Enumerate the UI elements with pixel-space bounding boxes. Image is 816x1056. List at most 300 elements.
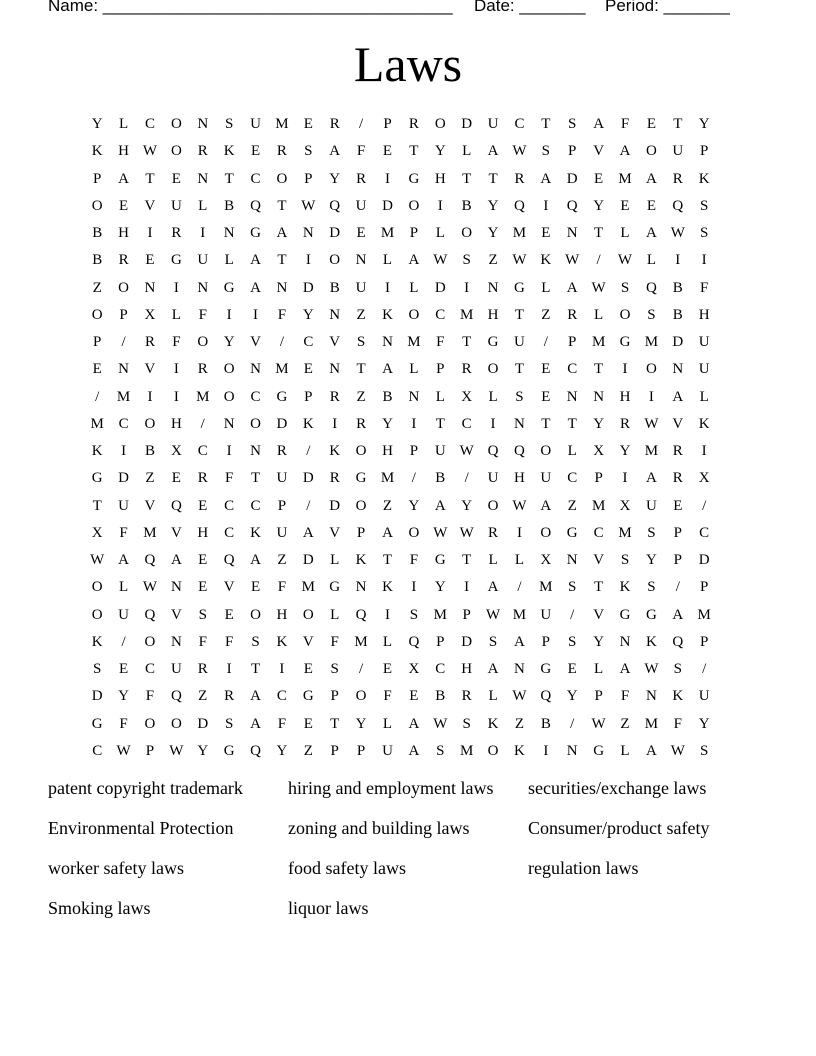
grid-letter[interactable]: T (277, 197, 287, 214)
grid-letter[interactable]: / (279, 334, 285, 351)
grid-letter[interactable]: I (701, 443, 707, 460)
grid-letter[interactable]: O (144, 415, 156, 432)
grid-letter[interactable]: K (382, 306, 393, 323)
grid-letter[interactable]: U (250, 116, 261, 133)
grid-letter[interactable]: Z (620, 715, 630, 732)
grid-letter[interactable]: Q (250, 742, 261, 759)
grid-letter[interactable]: R (620, 415, 631, 432)
grid-letter[interactable]: N (276, 279, 288, 296)
grid-letter[interactable]: T (409, 143, 419, 160)
grid-letter[interactable]: P (330, 688, 339, 705)
grid-letter[interactable]: L (119, 116, 129, 133)
grid-letter[interactable]: A (382, 361, 393, 378)
grid-letter[interactable]: E (198, 552, 208, 569)
grid-letter[interactable]: Y (408, 497, 420, 514)
grid-letter[interactable]: R (197, 661, 208, 678)
grid-letter[interactable]: K (645, 633, 657, 650)
grid-letter[interactable]: C (224, 524, 235, 541)
grid-letter[interactable]: A (408, 742, 420, 759)
grid-letter[interactable]: U (276, 470, 288, 487)
grid-letter[interactable]: F (277, 306, 287, 323)
grid-letter[interactable]: F (330, 633, 339, 650)
grid-letter[interactable]: I (490, 415, 496, 432)
grid-letter[interactable]: S (330, 661, 339, 678)
grid-letter[interactable]: Y (434, 579, 446, 596)
grid-letter[interactable]: Q (514, 443, 525, 460)
grid-letter[interactable]: C (593, 524, 604, 541)
grid-letter[interactable]: I (173, 361, 179, 378)
grid-letter[interactable]: R (171, 225, 182, 242)
grid-letter[interactable]: S (620, 552, 630, 569)
grid-letter[interactable]: F (277, 579, 287, 596)
grid-letter[interactable]: D (382, 197, 393, 214)
grid-letter[interactable]: I (622, 470, 628, 487)
grid-letter[interactable]: T (224, 170, 234, 187)
grid-letter[interactable]: E (541, 225, 551, 242)
grid-letter[interactable]: W (459, 524, 474, 541)
grid-letter[interactable]: O (170, 116, 182, 133)
grid-letter[interactable]: G (355, 470, 367, 487)
grid-letter[interactable]: M (275, 116, 289, 133)
grid-letter[interactable]: E (303, 361, 313, 378)
grid-letter[interactable]: U (276, 524, 288, 541)
grid-letter[interactable]: I (226, 306, 232, 323)
grid-letter[interactable]: F (224, 633, 234, 650)
grid-letter[interactable]: R (672, 170, 683, 187)
grid-letter[interactable]: G (566, 524, 578, 541)
grid-letter[interactable]: U (118, 497, 129, 514)
grid-letter[interactable]: C (435, 661, 446, 678)
grid-letter[interactable]: K (223, 143, 235, 160)
grid-letter[interactable]: N (223, 225, 235, 242)
grid-letter[interactable]: B (329, 279, 340, 296)
grid-letter[interactable]: I (305, 252, 311, 269)
grid-letter[interactable]: F (436, 334, 445, 351)
grid-letter[interactable]: R (567, 306, 578, 323)
grid-letter[interactable]: I (437, 197, 443, 214)
grid-letter[interactable]: F (700, 279, 709, 296)
grid-letter[interactable]: Y (118, 688, 129, 705)
grid-letter[interactable]: T (277, 252, 287, 269)
grid-letter[interactable]: O (487, 742, 499, 759)
grid-letter[interactable]: H (118, 143, 129, 160)
grid-letter[interactable]: M (644, 715, 659, 732)
grid-letter[interactable]: I (147, 225, 153, 242)
grid-letter[interactable]: S (436, 742, 445, 759)
grid-letter[interactable]: X (593, 443, 605, 460)
grid-letter[interactable]: V (593, 606, 605, 623)
grid-letter[interactable]: C (461, 415, 472, 432)
grid-letter[interactable]: A (302, 524, 314, 541)
grid-letter[interactable]: W (565, 252, 580, 269)
grid-letter[interactable]: U (170, 197, 182, 214)
grid-letter[interactable]: P (594, 688, 603, 705)
grid-letter[interactable]: I (464, 279, 470, 296)
grid-letter[interactable]: P (462, 606, 471, 623)
grid-letter[interactable]: / (702, 661, 707, 678)
grid-letter[interactable]: F (673, 715, 682, 732)
grid-letter[interactable]: F (277, 715, 287, 732)
grid-letter[interactable]: Q (487, 443, 499, 460)
grid-letter[interactable]: N (223, 415, 235, 432)
grid-letter[interactable]: O (91, 306, 103, 323)
grid-letter[interactable]: L (488, 688, 498, 705)
grid-letter[interactable]: P (119, 306, 128, 323)
grid-letter[interactable]: L (699, 388, 709, 405)
grid-letter[interactable]: Y (487, 225, 499, 242)
grid-letter[interactable]: L (330, 606, 340, 623)
grid-letter[interactable]: G (593, 742, 605, 759)
grid-letter[interactable]: E (171, 170, 181, 187)
grid-letter[interactable]: O (91, 579, 103, 596)
grid-letter[interactable]: A (514, 633, 525, 650)
grid-letter[interactable]: A (566, 279, 578, 296)
grid-letter[interactable]: P (700, 143, 709, 160)
grid-letter[interactable]: O (276, 170, 288, 187)
grid-letter[interactable]: E (646, 116, 656, 133)
grid-letter[interactable]: Q (144, 552, 156, 569)
grid-letter[interactable]: Y (593, 197, 605, 214)
grid-letter[interactable]: E (541, 388, 551, 405)
grid-letter[interactable]: I (648, 388, 654, 405)
grid-letter[interactable]: E (382, 143, 393, 160)
grid-letter[interactable]: A (408, 252, 420, 269)
grid-letter[interactable]: / (306, 497, 311, 514)
grid-letter[interactable]: I (226, 661, 232, 678)
grid-letter[interactable]: O (223, 361, 235, 378)
grid-letter[interactable]: D (461, 633, 473, 650)
grid-letter[interactable]: E (171, 470, 181, 487)
grid-letter[interactable]: X (461, 388, 473, 405)
grid-letter[interactable]: D (461, 116, 473, 133)
grid-letter[interactable]: O (355, 443, 367, 460)
grid-letter[interactable]: Y (91, 116, 103, 133)
grid-letter[interactable]: L (382, 252, 393, 269)
grid-letter[interactable]: T (488, 170, 498, 187)
grid-letter[interactable]: L (646, 252, 656, 269)
grid-letter[interactable]: V (672, 415, 684, 432)
grid-letter[interactable]: A (250, 552, 261, 569)
grid-letter[interactable]: P (409, 443, 419, 460)
grid-letter[interactable]: M (354, 633, 368, 650)
grid-letter[interactable]: U (434, 443, 446, 460)
grid-letter[interactable]: D (197, 715, 209, 732)
grid-letter[interactable]: G (645, 606, 657, 623)
grid-letter[interactable]: / (570, 606, 575, 623)
grid-letter[interactable]: V (593, 143, 605, 160)
grid-letter[interactable]: F (620, 116, 630, 133)
grid-letter[interactable]: O (91, 197, 103, 214)
grid-letter[interactable]: T (541, 116, 551, 133)
grid-letter[interactable]: C (435, 306, 446, 323)
grid-letter[interactable]: O (408, 524, 420, 541)
grid-letter[interactable]: Y (566, 688, 578, 705)
grid-letter[interactable]: H (434, 170, 446, 187)
grid-letter[interactable]: N (329, 306, 341, 323)
grid-letter[interactable]: O (250, 606, 261, 623)
grid-letter[interactable]: Q (514, 197, 525, 214)
grid-letter[interactable]: K (276, 633, 288, 650)
grid-letter[interactable]: M (512, 225, 527, 242)
grid-letter[interactable]: V (593, 552, 605, 569)
grid-letter[interactable]: P (541, 633, 550, 650)
grid-letter[interactable]: O (302, 606, 314, 623)
grid-letter[interactable]: M (275, 361, 289, 378)
grid-letter[interactable]: G (223, 279, 235, 296)
grid-letter[interactable]: F (198, 306, 207, 323)
grid-letter[interactable]: N (197, 116, 209, 133)
grid-letter[interactable]: D (276, 415, 288, 432)
grid-letter[interactable]: S (304, 143, 313, 160)
grid-letter[interactable]: A (645, 225, 657, 242)
grid-letter[interactable]: / (543, 334, 548, 351)
grid-letter[interactable]: P (145, 742, 155, 759)
grid-letter[interactable]: / (121, 334, 126, 351)
grid-letter[interactable]: N (170, 633, 182, 650)
grid-letter[interactable]: R (329, 388, 340, 405)
grid-letter[interactable]: A (250, 715, 261, 732)
grid-letter[interactable]: X (619, 497, 631, 514)
grid-letter[interactable]: P (673, 524, 682, 541)
grid-letter[interactable]: S (515, 388, 524, 405)
grid-letter[interactable]: E (250, 579, 261, 596)
grid-letter[interactable]: R (408, 116, 419, 133)
grid-letter[interactable]: O (118, 279, 129, 296)
grid-letter[interactable]: A (487, 579, 499, 596)
grid-letter[interactable]: P (436, 361, 445, 378)
grid-letter[interactable]: U (170, 661, 182, 678)
grid-letter[interactable]: D (329, 497, 341, 514)
grid-letter[interactable]: V (329, 524, 341, 541)
grid-letter[interactable]: N (355, 252, 367, 269)
grid-letter[interactable]: Y (329, 170, 341, 187)
grid-letter[interactable]: Z (277, 552, 287, 569)
grid-letter[interactable]: I (253, 306, 259, 323)
grid-letter[interactable]: P (568, 334, 577, 351)
grid-letter[interactable]: N (118, 361, 129, 378)
grid-letter[interactable]: W (591, 715, 606, 732)
grid-letter[interactable]: A (382, 524, 393, 541)
grid-letter[interactable]: P (93, 170, 102, 187)
grid-letter[interactable]: Y (434, 143, 446, 160)
grid-letter[interactable]: O (487, 497, 499, 514)
grid-letter[interactable]: R (329, 470, 340, 487)
name-field[interactable]: Name: _____________________________________ (48, 0, 453, 15)
grid-letter[interactable]: I (332, 415, 338, 432)
grid-letter[interactable]: X (698, 470, 710, 487)
grid-letter[interactable]: L (514, 552, 525, 569)
grid-letter[interactable]: A (540, 170, 552, 187)
grid-letter[interactable]: O (170, 143, 182, 160)
period-field[interactable]: Period: _______ (605, 0, 730, 15)
grid-letter[interactable]: F (409, 552, 419, 569)
grid-letter[interactable]: G (540, 661, 552, 678)
grid-letter[interactable]: A (250, 252, 261, 269)
grid-letter[interactable]: I (464, 579, 470, 596)
grid-letter[interactable]: B (461, 197, 472, 214)
grid-letter[interactable]: F (172, 334, 181, 351)
grid-letter[interactable]: Q (355, 606, 367, 623)
grid-letter[interactable]: C (197, 443, 208, 460)
grid-letter[interactable]: E (119, 661, 129, 678)
grid-letter[interactable]: C (92, 742, 103, 759)
grid-letter[interactable]: M (380, 225, 395, 242)
grid-letter[interactable]: L (488, 388, 498, 405)
grid-letter[interactable]: W (670, 742, 685, 759)
grid-letter[interactable]: U (487, 116, 499, 133)
grid-letter[interactable]: A (619, 143, 631, 160)
grid-letter[interactable]: I (701, 252, 707, 269)
grid-letter[interactable]: T (514, 361, 525, 378)
grid-letter[interactable]: S (409, 606, 419, 623)
grid-letter[interactable]: M (196, 388, 210, 405)
grid-letter[interactable]: R (118, 252, 129, 269)
grid-letter[interactable]: F (198, 633, 207, 650)
grid-letter[interactable]: R (461, 361, 472, 378)
grid-letter[interactable]: Q (645, 279, 657, 296)
grid-letter[interactable]: R (356, 415, 367, 432)
grid-letter[interactable]: A (593, 116, 605, 133)
grid-letter[interactable]: S (700, 225, 709, 242)
grid-letter[interactable]: R (329, 116, 340, 133)
grid-letter[interactable]: B (672, 279, 683, 296)
grid-letter[interactable]: M (618, 524, 632, 541)
grid-letter[interactable]: E (145, 252, 155, 269)
grid-letter[interactable]: / (359, 116, 364, 133)
grid-letter[interactable]: N (487, 279, 499, 296)
grid-letter[interactable]: / (570, 715, 575, 732)
grid-letter[interactable]: R (197, 143, 208, 160)
grid-letter[interactable]: / (200, 415, 205, 432)
grid-letter[interactable]: M (539, 579, 553, 596)
grid-letter[interactable]: L (594, 661, 604, 678)
grid-letter[interactable]: T (92, 497, 102, 514)
grid-letter[interactable]: K (329, 443, 341, 460)
grid-letter[interactable]: T (462, 552, 472, 569)
grid-letter[interactable]: F (383, 688, 392, 705)
grid-letter[interactable]: M (433, 606, 447, 623)
grid-letter[interactable]: P (304, 388, 313, 405)
grid-letter[interactable]: O (144, 633, 156, 650)
grid-letter[interactable]: B (435, 470, 446, 487)
grid-letter[interactable]: Z (356, 388, 366, 405)
grid-letter[interactable]: I (411, 579, 417, 596)
grid-letter[interactable]: L (198, 197, 208, 214)
grid-letter[interactable]: B (144, 443, 155, 460)
grid-letter[interactable]: M (459, 742, 474, 759)
grid-letter[interactable]: / (517, 579, 522, 596)
grid-letter[interactable]: C (250, 497, 261, 514)
grid-letter[interactable]: W (591, 279, 606, 296)
grid-letter[interactable]: G (250, 225, 261, 242)
grid-letter[interactable]: F (356, 143, 366, 160)
grid-letter[interactable]: K (672, 688, 684, 705)
grid-letter[interactable]: N (144, 279, 156, 296)
grid-letter[interactable]: V (170, 524, 182, 541)
grid-letter[interactable]: W (512, 252, 527, 269)
grid-letter[interactable]: H (276, 606, 288, 623)
grid-letter[interactable]: U (540, 606, 552, 623)
grid-letter[interactable]: A (118, 552, 129, 569)
grid-letter[interactable]: W (670, 225, 685, 242)
grid-letter[interactable]: O (144, 715, 156, 732)
grid-letter[interactable]: O (645, 143, 657, 160)
grid-letter[interactable]: D (302, 279, 314, 296)
grid-letter[interactable]: H (619, 388, 631, 405)
grid-letter[interactable]: W (142, 579, 158, 596)
grid-letter[interactable]: G (302, 688, 314, 705)
grid-letter[interactable]: Q (170, 497, 182, 514)
grid-letter[interactable]: N (250, 361, 261, 378)
grid-letter[interactable]: Y (645, 552, 657, 569)
grid-letter[interactable]: E (198, 497, 208, 514)
grid-letter[interactable]: S (251, 633, 260, 650)
grid-letter[interactable]: R (514, 170, 525, 187)
grid-letter[interactable]: H (118, 225, 129, 242)
grid-letter[interactable]: S (488, 633, 498, 650)
grid-letter[interactable]: W (459, 443, 474, 460)
grid-letter[interactable]: P (304, 170, 313, 187)
grid-letter[interactable]: T (356, 361, 366, 378)
grid-letter[interactable]: N (250, 443, 261, 460)
grid-letter[interactable]: Y (223, 334, 235, 351)
grid-letter[interactable]: M (116, 388, 131, 405)
grid-letter[interactable]: N (566, 742, 578, 759)
grid-letter[interactable]: I (279, 661, 285, 678)
grid-letter[interactable]: Y (302, 306, 314, 323)
grid-letter[interactable]: Z (145, 470, 155, 487)
grid-letter[interactable]: / (95, 388, 100, 405)
grid-letter[interactable]: R (672, 470, 683, 487)
grid-letter[interactable]: Y (593, 633, 605, 650)
grid-letter[interactable]: N (645, 688, 657, 705)
grid-letter[interactable]: R (672, 443, 683, 460)
grid-letter[interactable]: X (144, 306, 156, 323)
grid-letter[interactable]: S (462, 252, 471, 269)
grid-letter[interactable]: F (119, 524, 128, 541)
grid-letter[interactable]: / (596, 252, 601, 269)
grid-letter[interactable]: O (540, 524, 552, 541)
grid-letter[interactable]: N (593, 388, 605, 405)
grid-letter[interactable]: V (144, 197, 156, 214)
grid-letter[interactable]: E (594, 170, 604, 187)
grid-letter[interactable]: S (224, 715, 234, 732)
grid-letter[interactable]: C (224, 497, 235, 514)
grid-letter[interactable]: T (594, 579, 604, 596)
grid-letter[interactable]: O (91, 606, 103, 623)
grid-letter[interactable]: T (250, 470, 261, 487)
grid-letter[interactable]: S (568, 579, 577, 596)
grid-letter[interactable]: Q (540, 688, 552, 705)
grid-letter[interactable]: O (223, 388, 235, 405)
grid-letter[interactable]: C (567, 361, 578, 378)
grid-letter[interactable]: G (619, 334, 631, 351)
grid-letter[interactable]: S (356, 334, 366, 351)
grid-letter[interactable]: D (329, 225, 341, 242)
grid-letter[interactable]: A (250, 688, 261, 705)
grid-letter[interactable]: Y (382, 415, 393, 432)
grid-letter[interactable]: O (408, 306, 420, 323)
grid-letter[interactable]: M (591, 497, 606, 514)
grid-letter[interactable]: I (384, 279, 390, 296)
grid-letter[interactable]: T (250, 661, 261, 678)
grid-letter[interactable]: A (540, 497, 552, 514)
grid-letter[interactable]: N (408, 388, 420, 405)
grid-letter[interactable]: G (434, 552, 446, 569)
grid-letter[interactable]: / (306, 443, 311, 460)
grid-letter[interactable]: W (433, 524, 448, 541)
grid-letter[interactable]: L (330, 552, 340, 569)
